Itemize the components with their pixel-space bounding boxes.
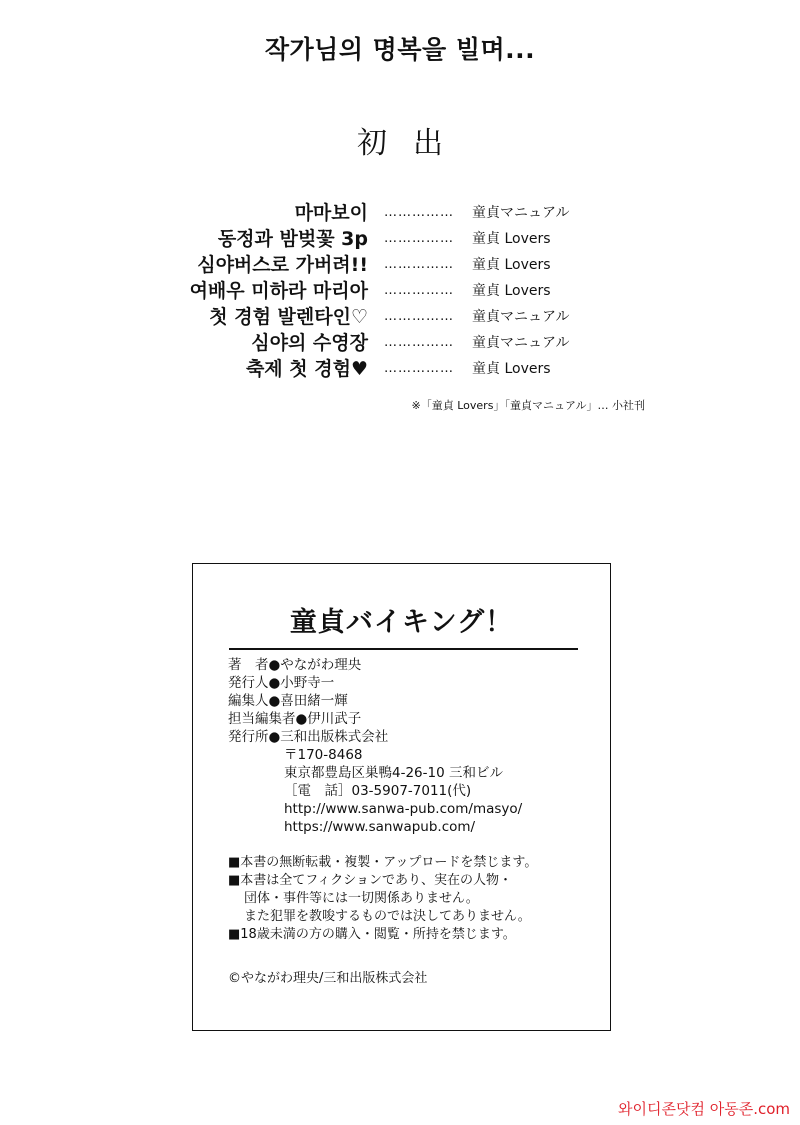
work-title: 축제 첫 경험♥	[245, 358, 368, 380]
work-source: 童貞 Lovers	[472, 231, 551, 247]
street-address: 東京都豊島区巣鴨4-26-10 三和ビル	[284, 765, 503, 781]
leader-dots: ……………	[384, 361, 454, 376]
credit-publishing-house: 発行所●三和出版株式会社	[228, 729, 389, 745]
credits-block	[228, 656, 598, 836]
notice-line: 団体・事件等には一切関係ありません。	[244, 891, 479, 906]
leader-dots: ……………	[384, 231, 454, 246]
work-row	[0, 356, 800, 382]
website-url: https://www.sanwapub.com/	[284, 819, 476, 835]
work-source: 童貞 Lovers	[472, 257, 551, 273]
notice-line: ■本書は全てフィクションであり、実在の人物・	[228, 873, 512, 888]
book-title: 童貞バイキング！	[289, 607, 514, 638]
site-watermark: 와이디존닷컴 아동존.com	[618, 1100, 790, 1118]
leader-dots: ……………	[384, 257, 454, 272]
work-title: 동정과 밤벚꽃 3p	[217, 228, 368, 250]
notice-line: また犯罪を教唆するものでは決してありません。	[244, 909, 531, 924]
credit-author: 著 者●やながわ理央	[228, 657, 362, 673]
work-title: 여배우 미하라 마리아	[189, 280, 368, 302]
work-title: 마마보이	[294, 202, 368, 224]
notice-line: ■18歳未満の方の購入・閲覧・所持を禁じます。	[228, 927, 516, 942]
memorial-heading: 작가님의 명복을 빌며...	[264, 35, 536, 64]
copyright-line: ©やながわ理央/三和出版株式会社	[228, 971, 428, 986]
title-divider	[229, 648, 578, 650]
work-row	[0, 330, 800, 356]
leader-dots: ……………	[384, 309, 454, 324]
publisher-footnote: ※「童貞 Lovers」「童貞マニュアル」… 小社刊	[411, 399, 645, 412]
work-source: 童貞 Lovers	[472, 283, 551, 299]
work-row	[0, 226, 800, 252]
work-row	[0, 252, 800, 278]
credit-assigned-editor: 担当編集者●伊川武子	[228, 711, 362, 727]
website-url: http://www.sanwa-pub.com/masyo/	[284, 801, 523, 817]
work-title: 심야의 수영장	[251, 332, 368, 354]
work-source: 童貞マニュアル	[472, 335, 570, 351]
work-source: 童貞マニュアル	[472, 205, 570, 221]
notices-block	[228, 854, 598, 944]
leader-dots: ……………	[384, 335, 454, 350]
leader-dots: ……………	[384, 205, 454, 220]
work-source: 童貞マニュアル	[472, 309, 570, 325]
work-source: 童貞 Lovers	[472, 361, 551, 377]
work-title: 심야버스로 가버려!!	[197, 254, 368, 276]
leader-dots: ……………	[384, 283, 454, 298]
credit-editor: 編集人●喜田緒一輝	[228, 693, 348, 709]
credit-publisher: 発行人●小野寺一	[228, 675, 335, 691]
notice-line: ■本書の無断転載・複製・アップロードを禁じます。	[228, 855, 538, 870]
work-row	[0, 304, 800, 330]
postal-code: 〒170-8468	[284, 747, 363, 763]
colophon-box	[192, 563, 611, 1031]
work-title: 첫 경험 발렌타인♡	[209, 306, 368, 328]
work-row	[0, 200, 800, 226]
first-publication-label: 初出	[357, 126, 469, 161]
phone-number: ［電 話］03-5907-7011(代)	[284, 783, 472, 799]
work-row	[0, 278, 800, 304]
